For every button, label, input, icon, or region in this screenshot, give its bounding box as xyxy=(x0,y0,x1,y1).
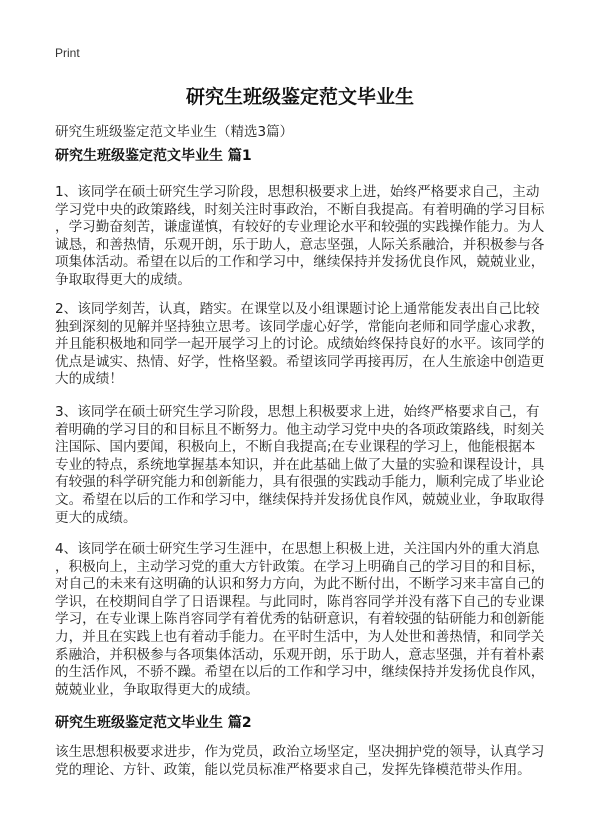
text-line: 系融洽，并积极参与各项集体活动，乐观开朗，乐于助人，意志坚强，并有着朴素 xyxy=(55,646,545,663)
paragraph xyxy=(55,744,544,779)
text-line: 独到深刻的见解并坚持独立思考。该同学虚心好学，常能向老师和同学虚心求教， xyxy=(55,318,545,335)
text-line: 该生思想积极要求进步，作为党员，政治立场坚定，坚决拥护党的领导，认真学习 xyxy=(55,744,545,760)
text-line: 力，并且在实践上也有着动手能力。在平时生活中，为人处世和善热情，和同学关 xyxy=(55,628,545,645)
text-line: 党的理论、方针、政策，能以党员标准严格要求自己，发挥先锋模范带头作用。 xyxy=(55,761,531,778)
paragraph xyxy=(55,541,544,699)
text-line: 对自己的未来有这明确的认识和努力方向，为此不断付出，不断学习来丰富自己的 xyxy=(55,576,545,593)
text-line: 诚恳，和善热情，乐观开朗，乐于助人，意志坚强，人际关系融洽，并积极参与各 xyxy=(55,236,545,253)
text-line: 并且能积极地和同学一起开展学习上的讨论。成绩始终保持良好的水平。该同学的 xyxy=(55,336,545,353)
print-link[interactable]: Print xyxy=(55,46,80,60)
page-title: 研究生班级鉴定范文毕业生 xyxy=(185,86,414,108)
text-line: 学识，在校期间自学了日语课程。与此同时，陈肖容同学并没有落下自己的专业课 xyxy=(55,593,545,610)
text-line: 兢兢业业，争取取得更大的成绩。 xyxy=(55,681,259,698)
text-line: 更大的成绩。 xyxy=(55,509,137,526)
text-line: 1、该同学在硕士研究生学习阶段，思想积极要求上进，始终严格要求自己，主动 xyxy=(55,184,540,200)
text-line: 优点是诚实、热情、好学，性格坚毅。希望该同学再接再厉，在人生旅途中创造更 xyxy=(55,353,545,370)
text-line: 学习，在专业课上陈肖容同学有着优秀的钻研意识，有着较强的钻研能力和创新能 xyxy=(55,611,545,628)
text-line: 有较强的科学研究能力和创新能力，具有很强的实践动手能力，顺利完成了毕业论 xyxy=(55,474,545,491)
text-line: 专业的特点，系统地掌握基本知识，并在此基础上做了大量的实验和课程设计，具 xyxy=(55,456,545,473)
section-heading-1: 研究生班级鉴定范文毕业生 篇1 xyxy=(55,148,252,164)
text-line: ，积极向上，主动学习党的重大方针政策。在学习上明确自己的学习目的和目标， xyxy=(55,558,545,575)
text-line: 3、该同学在硕士研究生学习阶段，思想上积极要求上进，始终严格要求自己，有 xyxy=(55,404,540,420)
text-line: 注国际、国内要闻，积极向上，不断自我提高;在专业课程的学习上，他能根据本 xyxy=(55,439,536,456)
text-line: 着明确的学习目的和目标且不断努力。他主动学习党中央的各项政策路线，时刻关 xyxy=(55,421,545,438)
text-line: 的生活作风，不骄不躁。希望在以后的工作和学习中，继续保持并发扬优良作风， xyxy=(55,664,545,681)
text-line: 学习党中央的政策路线，时刻关注时事政治，不断自我提高。有着明确的学习目标 xyxy=(55,201,545,218)
text-line: 4、该同学在硕士研究生学习生涯中，在思想上积极上进，关注国内外的重大消息 xyxy=(55,541,540,557)
text-line: ，学习勤奋刻苦，谦虚谨慎，有较好的专业理论水平和较强的实践操作能力。为人 xyxy=(55,219,545,236)
paragraph xyxy=(55,301,544,389)
text-line: 大的成绩！ xyxy=(55,371,123,388)
paragraph xyxy=(55,184,544,290)
text-line: 争取取得更大的成绩。 xyxy=(55,271,191,288)
paragraph xyxy=(55,404,544,527)
subtitle: 研究生班级鉴定范文毕业生（精选3篇） xyxy=(55,124,294,140)
text-line: 文。希望在以后的工作和学习中，继续保持并发扬优良作风，兢兢业业，争取取得 xyxy=(55,491,545,508)
text-line: 项集体活动。希望在以后的工作和学习中，继续保持并发扬优良作风，兢兢业业， xyxy=(55,254,545,271)
section-heading-2: 研究生班级鉴定范文毕业生 篇2 xyxy=(55,715,252,731)
text-line: 2、该同学刻苦，认真，踏实。在课堂以及小组课题讨论上通常能发表出自己比较 xyxy=(55,301,540,317)
